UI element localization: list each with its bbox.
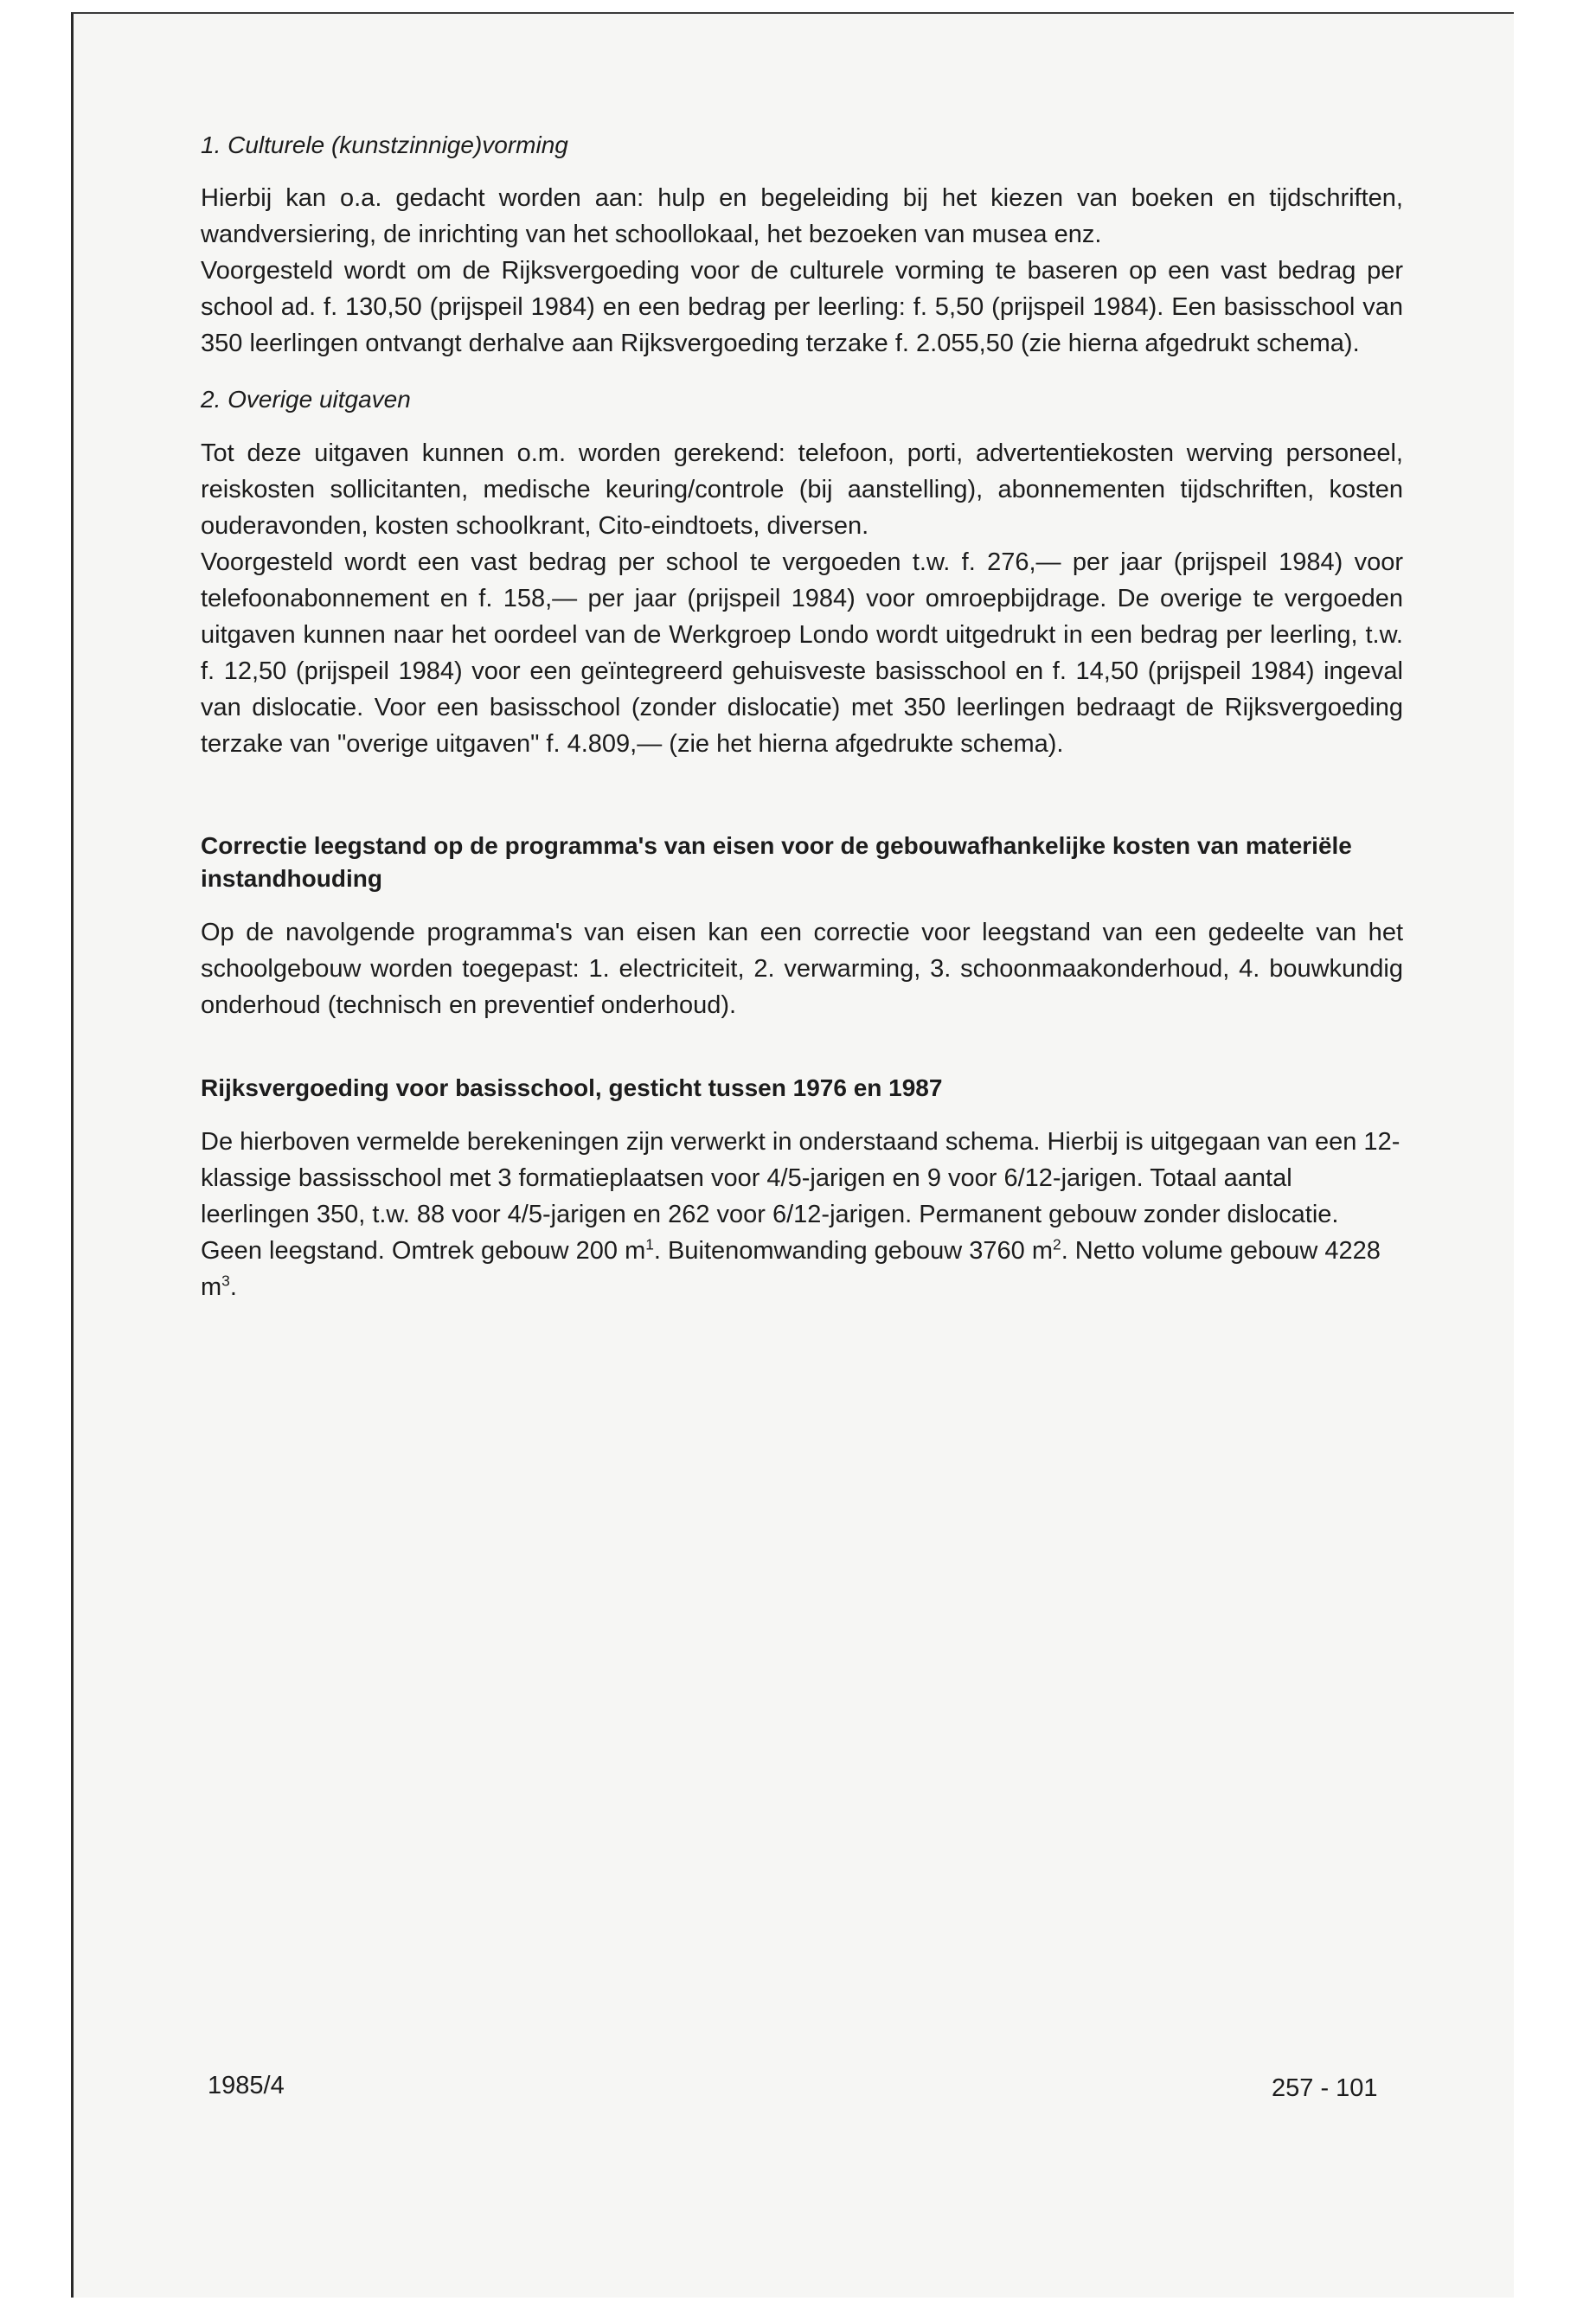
text-run: . Netto volume gebouw 4228 m [201,1236,1381,1301]
section-heading: Correctie leegstand op de programma's van eisen voor de gebouwafhankelijke kosten van materiële instandhouding [201,831,1352,892]
superscript: 2 [1053,1235,1061,1253]
paragraph: Op de navolgende programma's van eisen kan een correctie voor leegstand van een gedeelte van het schoolgebouw worden toegepast: 1. electriciteit, 2. verwarming, 3. schoonmaakonderhoud, 4. bouwkundig onderhoud (technisch en preventief onderhoud). [201,918,1403,1019]
section-overige-uitgaven [201,384,1403,761]
section-heading: Rijksvergoeding voor basisschool, gesticht tussen 1976 en 1987 [201,1074,943,1101]
spacer [201,785,1403,830]
superscript: 3 [221,1272,230,1290]
section-rijksvergoeding [201,1072,1403,1305]
paragraph [201,1124,1403,1305]
spacer [201,1046,1403,1072]
superscript: 1 [645,1235,654,1253]
paragraph: Hierbij kan o.a. gedacht worden aan: hulp en begeleiding bij het kiezen van boeken en tijdschriften, wandversiering, de inrichting van het schoollokaal, het bezoeken van musea enz. [201,184,1403,249]
paragraph: Voorgesteld wordt een vast bedrag per school te vergoeden t.w. f. 276,— per jaar (prijspeil 1984) voor telefoonabonnement en f. 158,— per jaar (prijspeil 1984) voor omroepbijdrage. De overige te vergoeden uitgaven kunnen naar het oordeel van de Werkgroep Londo wordt uitgedrukt in een bedrag per leerling, t.w. f. 12,50 (prijspeil 1984) voor een geïntegreerd gehuisveste basisschool en f. 14,50 (prijspeil 1984) ingeval van dislocatie. Voor een basisschool (zonder dislocatie) met 350 leerlingen bedraagt de Rijksvergoeding terzake van "overige uitgaven" f. 4.809,— (zie het hierna afgedrukte schema). [201,548,1403,758]
footer-edition: 1985/4 [208,2072,285,2099]
section-culturele-vorming [201,130,1403,362]
document-body [201,130,1403,1328]
text-run: De hierboven vermelde berekeningen zijn verwerkt in onderstaand schema. Hierbij is uitgegaan van een 12-klassige bassisschool met 3 formatieplaatsen voor 4/5-jarigen en 9 voor 6/12-jarigen. Totaal aantal leerlingen 350, t.w. 88 voor 4/5-jarigen en 262 voor 6/12-jarigen. Permanent gebouw zonder dislocatie. Geen leegstand. Omtrek gebouw 200 m [201,1127,1401,1265]
text-run: . Buitenomwanding gebouw 3760 m [653,1236,1054,1265]
text-run: . [229,1272,237,1301]
section-title: 1. Culturele (kunstzinnige)vorming [201,131,568,158]
paragraph: Voorgesteld wordt om de Rijksvergoeding voor de culturele vorming te baseren op een vast bedrag per school ad. f. 130,50 (prijspeil 1984) en een bedrag per leerling: f. 5,50 (prijspeil 1984). Een basisschool van 350 leerlingen ontvangt derhalve aan Rijksvergoeding terzake f. 2.055,50 (zie hierna afgedrukt schema). [201,257,1403,358]
section-title: 2. Overige uitgaven [201,386,411,413]
section-correctie-leegstand [201,830,1403,1023]
paragraph: Tot deze uitgaven kunnen o.m. worden gerekend: telefoon, porti, advertentiekosten werving personeel, reiskosten sollicitanten, medische keuring/controle (bij aanstelling), abonnementen tijdschriften, kosten ouderavonden, kosten schoolkrant, Cito-eindtoets, diversen. [201,439,1403,540]
footer-page-number: 257 - 101 [1272,2074,1378,2102]
